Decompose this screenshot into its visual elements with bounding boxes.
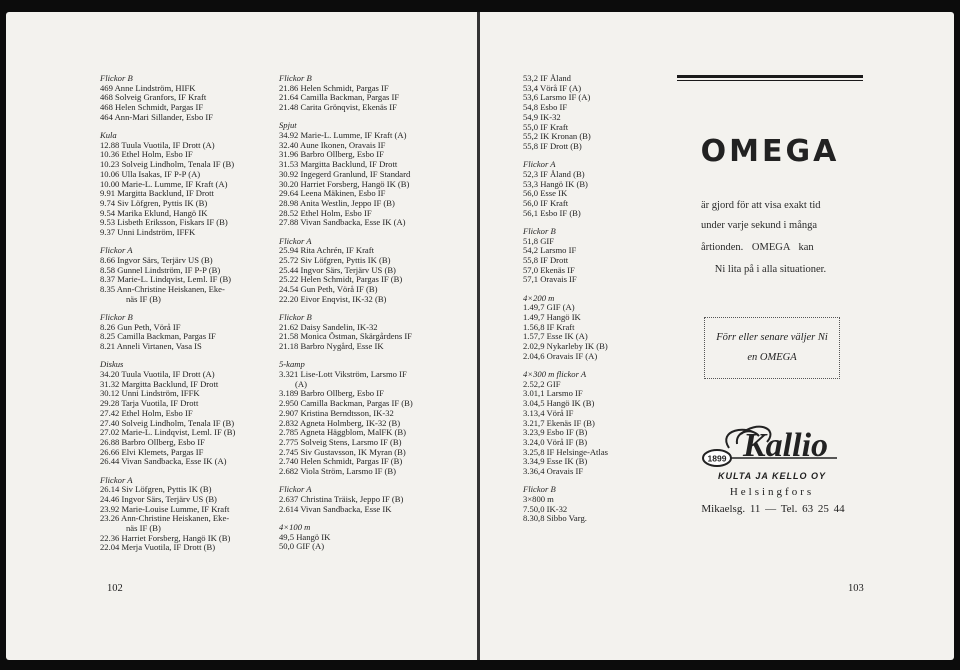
results-section [100,360,235,467]
results-column-1 [100,74,235,553]
result-line: 24.54 Gun Peth, Vörå IF (B) [279,284,378,295]
results-section [523,160,608,218]
result-line: 29.28 Tarja Vuotila, IF Drott [100,398,199,409]
event-heading: 4×100 m [279,521,311,532]
event-heading: 4×300 m flickor A [523,368,587,379]
result-line: 25.44 Ingvor Särs, Terjärv US (B) [279,264,396,275]
result-line: 28.52 Ethel Holm, Esbo IF [279,207,372,218]
result-line: 55,2 IK Kronan (B) [523,131,591,142]
result-line: 27.02 Marie-L. Lindqvist, Leml. IF (B) [100,427,236,438]
results-section [100,313,235,352]
results-section [523,485,608,524]
kallio-address: Mikaelsg. 11 — Tel. 63 25 44 [701,503,845,515]
result-line: 464 Ann-Mari Sillander, Esbo IF [100,111,214,122]
result-line: 1.49,7 Hangö IK [523,311,581,322]
result-line: 55,0 IF Kraft [523,121,569,132]
results-section [100,131,235,238]
result-line: 3×800 m [523,493,554,504]
omega-slogan-box [704,317,840,379]
results-section [523,227,608,285]
result-line: 2.775 Solveig Stens, Larsmo IF (B) [279,436,402,447]
event-heading: Flickor B [279,73,312,83]
event-heading: Flickor B [523,484,556,495]
event-heading: Flickor A [523,159,556,170]
result-line: 53,3 Hangö IK (B) [523,178,588,189]
result-line: 21.18 Barbro Nygård, Esse IK [279,341,384,352]
result-line: 9.54 Marika Eklund, Hangö IK [100,207,208,218]
result-line: 53,6 Larsmo IF (A) [523,92,591,103]
result-line: 22.20 Eivor Enqvist, IK-32 (B) [279,293,387,304]
result-line: 23.26 Ann-Christine Heiskanen, Eke- [100,513,230,524]
result-line: 2.02,9 Nykarleby IK (B) [523,341,608,352]
result-line: 56,1 Esbo IF (B) [523,207,581,218]
omega-slogan-line-1: Förr eller senare väljer Ni [716,332,828,343]
result-line: 468 Helen Schmidt, Pargas IF [100,102,204,113]
result-line: 24.46 Ingvor Särs, Terjärv US (B) [100,493,217,504]
result-line: (A) [295,378,307,389]
event-heading: Flickor B [100,311,133,322]
result-line: 468 Solveig Granfors, IF Kraft [100,92,207,103]
result-line: 9.53 Lisbeth Eriksson, Fiskars IF (B) [100,217,228,228]
omega-ad-line-2: under varje sekund i många [701,220,818,231]
result-line: 8.21 Anneli Virtanen, Vasa IS [100,341,202,352]
result-line: 2.832 Agneta Holmberg, IK-32 (B) [279,417,401,428]
result-line: 57,0 Ekenäs IF [523,264,575,275]
result-line: 2.637 Christina Träisk, Jeppo IF (B) [279,493,404,504]
results-section [279,360,413,476]
result-line: 2.907 Kristina Berndtsson, IK-32 [279,407,394,418]
page-number-left: 102 [107,583,123,594]
result-line: 10.06 Ulla Isakas, IF P-P (A) [100,168,201,179]
result-line: 30.12 Unni Lindström, IFFK [100,388,200,399]
result-line: 34.20 Tuula Vuotila, IF Drott (A) [100,368,215,379]
result-line: 10.36 Ethel Holm, Esbo IF [100,149,193,160]
result-line: 12.88 Tuula Vuotila, IF Drott (A) [100,139,215,150]
result-line: 2.950 Camilla Backman, Pargas IF (B) [279,398,413,409]
result-line: 3.21,7 Ekenäs IF (B) [523,417,595,428]
result-line: 1.56,8 IF Kraft [523,321,575,332]
result-line: 8.35 Ann-Christine Heiskanen, Eke- [100,284,225,295]
result-line: 31.96 Barbro Ollberg, Esbo IF [279,149,384,160]
result-line: 2.52,2 GIF [523,378,561,389]
result-line: 3.04,5 Hangö IK (B) [523,398,595,409]
event-heading: 4×200 m [523,292,555,303]
event-heading: Flickor B [279,311,312,322]
kallio-tagline: KULTA JA KELLO OY [718,471,826,481]
result-line: 2.740 Helen Schmidt, Pargas IF (B) [279,456,403,467]
event-heading: Flickor B [100,73,133,83]
result-line: 53,2 IF Åland [523,73,571,83]
result-line: 56,0 Esse IK [523,188,568,199]
result-line: 8.30,8 Sibbo Varg. [523,513,587,524]
result-line: 52,3 IF Åland (B) [523,168,585,179]
omega-ad-line-1: är gjord för att visa exakt tid [701,200,821,211]
result-line: 3.321 Lise-Lott Vikström, Larsmo IF [279,368,407,379]
result-line: 26.14 Siv Löfgren, Pyttis IK (B) [100,484,212,495]
result-line: 22.36 Harriet Forsberg, Hangö IK (B) [100,532,231,543]
result-line: 30.20 Harriet Forsberg, Hangö IK (B) [279,178,410,189]
omega-slogan-line-2: en OMEGA [747,352,797,363]
result-line: 27.88 Vivan Sandbacka, Esse IK (A) [279,217,406,228]
results-section [279,523,413,552]
result-line: 9.74 Siv Löfgren, Pyttis IK (B) [100,197,208,208]
result-line: näs IF (B) [126,293,161,304]
result-line: 8.37 Marie-L. Lindqvist, Leml. IF (B) [100,274,232,285]
result-line: 9.37 Unni Lindström, IFFK [100,227,196,238]
result-line: 21.86 Helen Schmidt, Pargas IF [279,82,389,93]
result-line: 55,8 IF Drott (B) [523,140,582,151]
result-line: 8.66 Ingvor Särs, Terjärv US (B) [100,254,213,265]
result-line: 27.42 Ethel Holm, Esbo IF [100,407,193,418]
result-line: 22.04 Merja Vuotila, IF Drott (B) [100,542,216,553]
result-line: 54,9 IK-32 [523,111,561,122]
ad-rule-bottom [677,80,863,81]
kallio-year: 1899 [707,453,727,464]
result-line: 2.745 Siv Gustavsson, IK Myran (B) [279,446,406,457]
event-heading: 5-kamp [279,359,305,370]
results-section [523,294,608,362]
result-line: 26.44 Vivan Sandbacka, Esse IK (A) [100,456,227,467]
results-section [100,476,235,554]
result-line: 56,0 IF Kraft [523,197,569,208]
result-line: 55,8 IF Drott [523,254,569,265]
result-line: 31.32 Margitta Backlund, IF Drott [100,378,219,389]
result-line: 29.64 Leena Mäkinen, Esbo IF [279,188,386,199]
event-heading: Diskus [100,359,124,370]
result-line: 57,1 Oravais IF [523,274,577,285]
result-line: 25.22 Helen Schmidt, Pargas IF (B) [279,274,403,285]
result-line: 8.25 Camilla Backman, Pargas IF [100,331,216,342]
result-line: 25.72 Siv Löfgren, Pyttis IK (B) [279,254,391,265]
result-line: 3.189 Barbro Ollberg, Esbo IF [279,388,384,399]
result-line: 7.50,0 IK-32 [523,503,568,514]
result-line: 51,8 GIF [523,235,555,246]
result-line: 30.92 Ingegerd Granlund, IF Standard [279,168,411,179]
result-line: näs IF (B) [126,523,161,534]
results-column-2 [279,74,413,552]
event-heading: Spjut [279,120,297,131]
results-section [279,74,413,113]
results-section [523,74,608,152]
result-line: 10.00 Marie-L. Lumme, IF Kraft (A) [100,178,228,189]
result-line: 3.13,4 Vörå IF [523,407,574,418]
results-section [100,246,235,304]
result-line: 54,8 Esbo IF [523,102,568,113]
result-line: 23.92 Marie-Louise Lumme, IF Kraft [100,503,230,514]
result-line: 49,5 Hangö IK [279,531,331,542]
results-section [279,313,413,352]
results-section [279,485,413,514]
result-line: 32.40 Aune Ikonen, Oravais IF [279,139,386,150]
results-section [279,121,413,228]
result-line: 21.64 Camilla Backman, Pargas IF [279,92,400,103]
result-line: 54,2 Larsmo IF [523,245,577,256]
result-line: 3.01,1 Larsmo IF [523,388,583,399]
result-line: 31.53 Margitta Backlund, IF Drott [279,159,398,170]
result-line: 3.23,9 Esbo IF (B) [523,427,588,438]
result-line: 26.88 Barbro Ollberg, Esbo IF [100,436,205,447]
omega-ad-line-4: Ni lita på i alla situationer. [714,264,827,275]
page-number-right: 103 [848,583,864,594]
event-heading: Flickor A [279,484,312,495]
omega-logo: OMEGA [700,134,840,169]
result-line: 2.04,6 Oravais IF (A) [523,350,598,361]
result-line: 28.98 Anita Westlin, Jeppo IF (B) [279,197,395,208]
result-line: 8.58 Gunnel Lindström, IF P-P (B) [100,264,221,275]
kallio-city: Helsingfors [729,486,815,498]
result-line: 27.40 Solveig Lindholm, Tenala IF (B) [100,417,235,428]
result-line: 3.24,0 Vörå IF (B) [523,436,588,447]
event-heading: Flickor A [100,474,133,485]
result-line: 10.23 Solveig Lindholm, Tenala IF (B) [100,159,235,170]
result-line: 50,0 GIF (A) [279,541,325,552]
kallio-wordmark: Kallio [743,427,829,464]
result-line: 469 Anne Lindström, HIFK [100,82,196,93]
result-line: 53,4 Vörå IF (A) [523,82,582,93]
results-section [100,74,235,123]
results-column-3 [523,74,608,524]
result-line: 2.614 Vivan Sandbacka, Esse IK [279,503,392,514]
result-line: 2.682 Viola Ström, Larsmo IF (B) [279,466,397,477]
results-section [523,370,608,477]
result-line: 1.57,7 Esse IK (A) [523,331,588,342]
result-line: 3.34,9 Esse IK (B) [523,456,588,467]
result-line: 21.62 Daisy Sandelin, IK-32 [279,321,378,332]
result-line: 21.58 Monica Östman, Skärgårdens IF [279,331,413,342]
result-line: 9.91 Margitta Backlund, IF Drott [100,188,214,199]
event-heading: Flickor A [279,235,312,246]
event-heading: Flickor B [523,225,556,236]
omega-ad-line-3: årtionden. OMEGA kan [701,242,814,253]
event-heading: Kula [100,130,117,141]
result-line: 1.49,7 GIF (A) [523,302,575,313]
results-section [279,237,413,305]
result-line: 3.36,4 Oravais IF [523,466,584,477]
result-line: 21.48 Carita Grönqvist, Ekenäs IF [279,102,397,113]
result-line: 26.66 Elvi Klemets, Pargas IF [100,446,204,457]
event-heading: Flickor A [100,245,133,256]
ad-rule-top [677,75,863,78]
result-line: 3.25,8 IF Helsinge-Atlas [523,446,608,457]
result-line: 8.26 Gun Peth, Vörå IF [100,321,181,332]
result-line: 34.92 Marie-L. Lumme, IF Kraft (A) [279,130,407,141]
result-line: 25.94 Rita Achrén, IF Kraft [279,245,374,256]
result-line: 2.785 Agneta Häggblom, MalFK (B) [279,427,406,438]
